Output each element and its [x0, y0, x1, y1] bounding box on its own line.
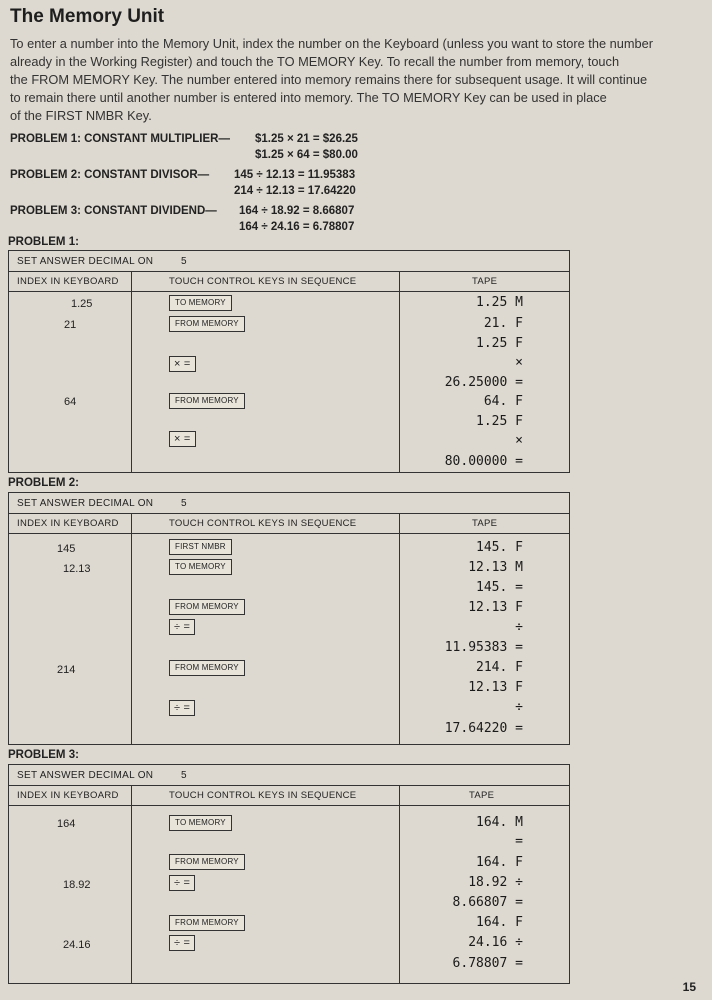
- tape-entry: 1.25 F: [476, 336, 523, 351]
- page-number: 15: [682, 980, 696, 994]
- set-decimal-label: SET ANSWER DECIMAL ON: [17, 256, 154, 267]
- from-memory-key[interactable]: FROM MEMORY: [169, 393, 245, 409]
- tape-entry: =: [515, 834, 523, 849]
- tape-entry: 12.13 M: [468, 560, 523, 575]
- divide-equals-key[interactable]: ÷ =: [169, 700, 195, 716]
- tape-entry: ×: [515, 433, 523, 448]
- index-value: 164: [57, 818, 76, 830]
- problem-equation: 164 ÷ 18.92 = 8.66807: [239, 205, 355, 217]
- column-divider: [399, 785, 400, 983]
- touch-header: TOUCH CONTROL KEYS IN SEQUENCE: [169, 276, 357, 287]
- divide-equals-key[interactable]: ÷ =: [169, 619, 195, 635]
- tape-entry: 164. F: [476, 855, 523, 870]
- from-memory-key[interactable]: FROM MEMORY: [169, 660, 245, 676]
- problem-label: PROBLEM 1: CONSTANT MULTIPLIER—: [10, 133, 230, 145]
- index-header: INDEX IN KEYBOARD: [17, 276, 119, 287]
- column-divider: [131, 271, 132, 472]
- tape-entry: 80.00000 =: [444, 454, 523, 469]
- index-value: 214: [57, 664, 76, 676]
- column-divider: [399, 513, 400, 744]
- index-value: 12.13: [63, 563, 91, 575]
- problem-equation: $1.25 × 21 = $26.25: [255, 133, 358, 145]
- tape-header: TAPE: [469, 790, 495, 801]
- tape-entry: 164. M: [476, 815, 523, 830]
- column-divider: [131, 513, 132, 744]
- tape-header: TAPE: [472, 276, 498, 287]
- column-divider: [131, 785, 132, 983]
- table-1-title: PROBLEM 1:: [8, 236, 79, 248]
- tape-entry: 145. F: [476, 540, 523, 555]
- index-header: INDEX IN KEYBOARD: [17, 790, 119, 801]
- set-decimal-label: SET ANSWER DECIMAL ON: [17, 498, 154, 509]
- to-memory-key[interactable]: TO MEMORY: [169, 815, 232, 831]
- page-title: The Memory Unit: [10, 6, 165, 27]
- tape-entry: 64. F: [483, 394, 523, 409]
- table-2-title: PROBLEM 2:: [8, 477, 79, 489]
- set-decimal-row: [9, 765, 569, 786]
- index-value: 1.25: [71, 298, 93, 310]
- index-value: 21: [64, 319, 77, 331]
- problem-2-table: [8, 492, 570, 745]
- tape-entry: 6.78807 =: [452, 956, 523, 971]
- problem-label: PROBLEM 3: CONSTANT DIVIDEND—: [10, 205, 217, 217]
- intro-line: to remain there until another number is entered into memory. The TO MEMORY Key can be used in place: [10, 90, 607, 105]
- table-header: [9, 513, 569, 534]
- tape-entry: 1.25 F: [476, 414, 523, 429]
- problem-equation: 145 ÷ 12.13 = 11.95383: [234, 169, 356, 181]
- problem-1-table: [8, 250, 570, 473]
- index-value: 64: [64, 396, 77, 408]
- multiply-equals-key[interactable]: × =: [169, 356, 196, 372]
- set-decimal-label: SET ANSWER DECIMAL ON: [17, 770, 154, 781]
- to-memory-key[interactable]: TO MEMORY: [169, 559, 232, 575]
- from-memory-key[interactable]: FROM MEMORY: [169, 316, 245, 332]
- problem-equation: 164 ÷ 24.16 = 6.78807: [239, 221, 355, 233]
- divide-equals-key[interactable]: ÷ =: [169, 935, 195, 951]
- tape-entry: 214. F: [476, 660, 523, 675]
- problem-equation: $1.25 × 64 = $80.00: [255, 149, 358, 161]
- table-header: [9, 785, 569, 806]
- multiply-equals-key[interactable]: × =: [169, 431, 196, 447]
- touch-header: TOUCH CONTROL KEYS IN SEQUENCE: [169, 790, 357, 801]
- tape-entry: ÷: [515, 700, 523, 715]
- decimal-value: 5: [181, 770, 187, 781]
- decimal-value: 5: [181, 498, 187, 509]
- table-header: [9, 271, 569, 292]
- table-3-title: PROBLEM 3:: [8, 749, 79, 761]
- from-memory-key[interactable]: FROM MEMORY: [169, 915, 245, 931]
- tape-entry: 24.16 ÷: [468, 935, 523, 950]
- tape-entry: 8.66807 =: [452, 895, 523, 910]
- from-memory-key[interactable]: FROM MEMORY: [169, 599, 245, 615]
- touch-header: TOUCH CONTROL KEYS IN SEQUENCE: [169, 518, 357, 529]
- intro-line: the FROM MEMORY Key. The number entered into memory remains there for subsequent usage. It will continue: [10, 72, 648, 87]
- tape-entry: 12.13 F: [468, 680, 523, 695]
- set-decimal-row: [9, 493, 569, 514]
- tape-entry: ÷: [515, 620, 523, 635]
- index-value: 145: [57, 543, 76, 555]
- intro-paragraph: [10, 35, 705, 125]
- tape-entry: 26.25000 =: [444, 375, 523, 390]
- tape-entry: ×: [515, 355, 523, 370]
- set-decimal-row: [9, 251, 569, 272]
- index-value: 18.92: [63, 879, 91, 891]
- tape-entry: 11.95383 =: [444, 640, 523, 655]
- tape-entry: 1.25 M: [476, 295, 523, 310]
- tape-entry: 18.92 ÷: [468, 875, 523, 890]
- column-divider: [399, 271, 400, 472]
- decimal-value: 5: [181, 256, 187, 267]
- problem-3-table: [8, 764, 570, 984]
- tape-entry: 164. F: [476, 915, 523, 930]
- index-header: INDEX IN KEYBOARD: [17, 518, 119, 529]
- to-memory-key[interactable]: TO MEMORY: [169, 295, 232, 311]
- first-nmbr-key[interactable]: FIRST NMBR: [169, 539, 232, 555]
- intro-line: already in the Working Register) and touch the TO MEMORY Key. To recall the number from memory, touch: [10, 54, 620, 69]
- problem-label: PROBLEM 2: CONSTANT DIVISOR—: [10, 169, 210, 181]
- tape-header: TAPE: [472, 518, 498, 529]
- tape-entry: 12.13 F: [468, 600, 523, 615]
- from-memory-key[interactable]: FROM MEMORY: [169, 854, 245, 870]
- tape-entry: 17.64220 =: [444, 721, 523, 736]
- tape-entry: 21. F: [483, 316, 523, 331]
- intro-line: To enter a number into the Memory Unit, index the number on the Keyboard (unless you want to store the number: [10, 36, 654, 51]
- divide-equals-key[interactable]: ÷ =: [169, 875, 195, 891]
- intro-line: of the FIRST NMBR Key.: [10, 108, 152, 123]
- index-value: 24.16: [63, 939, 91, 951]
- problem-equation: 214 ÷ 12.13 = 17.64220: [234, 185, 356, 197]
- tape-entry: 145. =: [476, 580, 523, 595]
